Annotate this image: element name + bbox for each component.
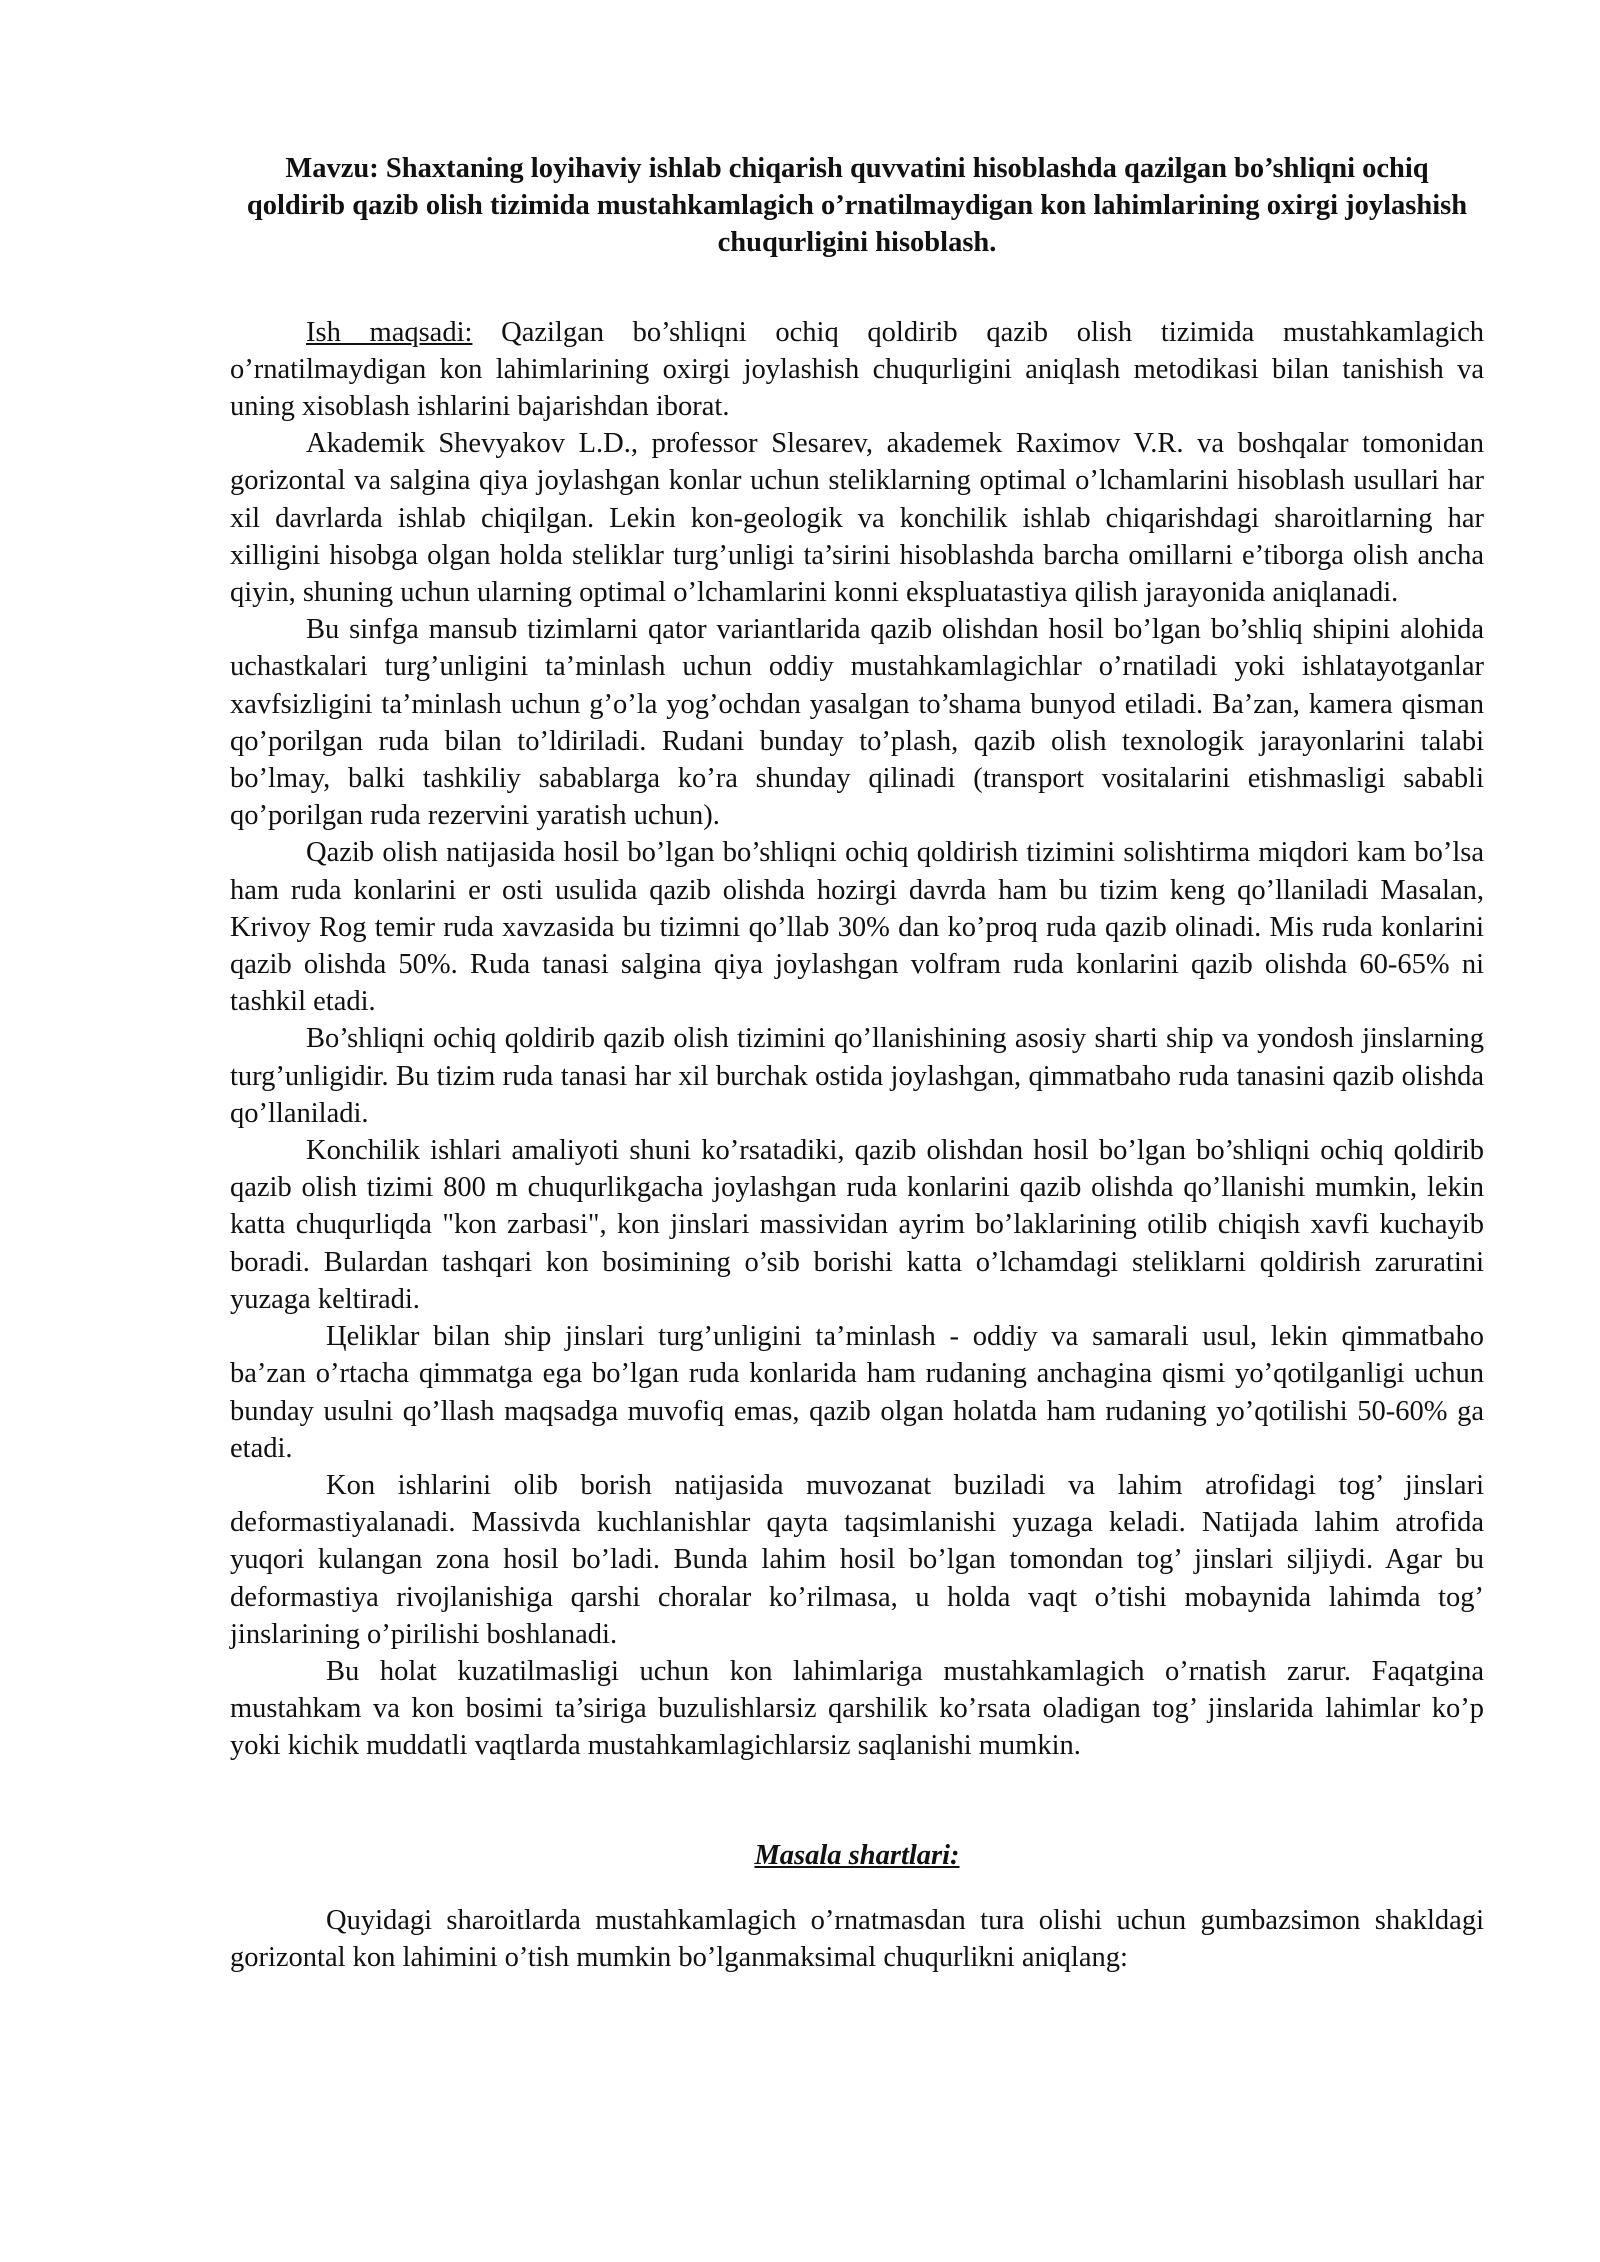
- body-paragraph: Akademik Shevyakov L.D., professor Slesarev, akademek Raximov V.R. va boshqalar tomonidan gorizontal va salgina qiya joylashgan konlar uchun steliklarning optimal o’lchamlarini hisoblash usullari har xil davrlarda ishlab chiqilgan. Lekin kon-geologik va konchilik ishlab chiqarishdagi sharoitlarning har xilligini hisobga olgan holda steliklar turg’unligi ta’sirini hisoblashda barcha omillarni e’tiborga olish ancha qiyin, shuning uchun ularning optimal o’lchamlarini konni ekspluatastiya qilish jarayonida aniqlanadi.: [230, 428, 1484, 609]
- body-paragraph: Цeliklar bilan ship jinslari turg’unligini ta’minlash - oddiy va samarali usul, lekin qimmatbaho ba’zan o’rtacha qimmatga ega bo’lgan ruda konlarida ham rudaning anchagina qismi yo’qotilganligi uchun bunday usulni qo’llash maqsadga muvofiq emas, qazib olgan holatda ham rudaning yo’qotilishi 50-60% ga etadi.: [230, 1321, 1484, 1464]
- body-paragraph: Qazib olish natijasida hosil bo’lgan bo’shliqni ochiq qoldirish tizimini solishtirma miqdori kam bo’lsa ham ruda konlarini er osti usulida qazib olishda hozirgi davrda ham bu tizim keng qo’llaniladi Masalan, Krivoy Rog temir ruda xavzasida bu tizimni qo’llab 30% dan ko’proq ruda qazib olinadi. Mis ruda konlarini qazib olishda 50%. Ruda tanasi salgina qiya joylashgan volfram ruda konlarini qazib olishda 60-65% ni tashkil etadi.: [230, 837, 1484, 1018]
- purpose-text: Qazilgan bo’shliqni ochiq qoldirib qazib olish tizimida mustahkamlagich o’rnatilmaydigan kon lahimlarining oxirgi joylashish chuqurligini aniqlash metodikasi bilan tanishish va uning xisoblash ishlarini bajarishdan iborat.: [230, 316, 1484, 423]
- body-paragraph: Bo’shliqni ochiq qoldirib qazib olish tizimini qo’llanishining asosiy sharti ship va yondosh jinslarning turg’unligidir. Bu tizim ruda tanasi har xil burchak ostida joylashgan, qimmatbaho ruda tanasini qazib olishda qo’llaniladi.: [230, 1023, 1484, 1129]
- document-title: Mavzu: Shaxtaning loyihaviy ishlab chiqarish quvvatini hisoblashda qazilgan bo’shliqni ochiq qoldirib qazib olish tizimida mustahkamlagich o’rnatilmaydigan kon lahimlarining oxirgi joylashish chuqurligini hisoblash.: [246, 153, 1468, 259]
- problem-paragraph: Quyidagi sharoitlarda mustahkamlagich o’rnatmasdan tura olishi uchun gumbazsimon shakldagi gorizontal kon lahimini o’tish mumkin bo’lganmaksimal chuqurlikni aniqlang:: [230, 1904, 1484, 1973]
- body-paragraph: Konchilik ishlari amaliyoti shuni ko’rsatadiki, qazib olishdan hosil bo’lgan bo’shliqni ochiq qoldirib qazib olish tizimi 800 m chuqurlikgacha joylashgan ruda konlarini qazib olishda qo’llanishi mumkin, lekin katta chuqurliqda "kon zarbasi", kon jinslari massividan ayrim bo’laklarining otilib chiqish xavfi kuchayib boradi. Bulardan tashqari kon bosimining o’sib borishi katta o’lchamdagi steliklarni qoldirish zaruratini yuzaga keltiradi.: [230, 1135, 1484, 1315]
- purpose-label: Ish maqsadi:: [306, 316, 473, 348]
- body-paragraph: Kon ishlarini olib borish natijasida muvozanat buziladi va lahim atrofidagi tog’ jinslari deformastiyalanadi. Massivda kuchlanishlar qayta taqsimlanishi yuzaga keladi. Natijada lahim atrofida yuqori kulangan zona hosil bo’ladi. Bunda lahim hosil bo’lgan tomondan tog’ jinslari siljiydi. Agar bu deformastiya rivojlanishiga qarshi choralar ko’rilmasa, u holda vaqt o’tishi mobaynida lahimda tog’ jinslarining o’pirilishi boshlanadi.: [230, 1469, 1484, 1650]
- section-heading: Masala shartlari:: [754, 1839, 960, 1871]
- body-paragraph: Bu holat kuzatilmasligi uchun kon lahimlariga mustahkamlagich o’rnatish zarur. Faqatgina mustahkam va kon bosimi ta’siriga buzulishlarsiz qarshilik ko’rsata oladigan tog’ jinslarida lahimlar ko’p yoki kichik muddatli vaqtlarda mustahkamlagichlarsiz saqlanishi mumkin.: [230, 1655, 1484, 1762]
- document-page: [230, 150, 1484, 1976]
- body-paragraph: Bu sinfga mansub tizimlarni qator variantlarida qazib olishdan hosil bo’lgan bo’shliq shipini alohida uchastkalari turg’unligini ta’minlash uchun oddiy mustahkamlagichlar o’rnatiladi yoki ishlatayotganlar xavfsizligini ta’minlash uchun g’o’la yog’ochdan yasalgan to’shama bunyod etiladi. Ba’zan, kamera qisman qo’porilgan ruda bilan to’ldiriladi. Rudani bunday to’plash, qazib olish texnologik jarayonlarini talabi bo’lmay, balki tashkiliy sabablarga ko’ra shunday qilinadi (transport vositalarini etishmasligi sababli qo’porilgan ruda rezervini yaratish uchun).: [230, 614, 1484, 832]
- purpose-paragraph: [230, 314, 1484, 426]
